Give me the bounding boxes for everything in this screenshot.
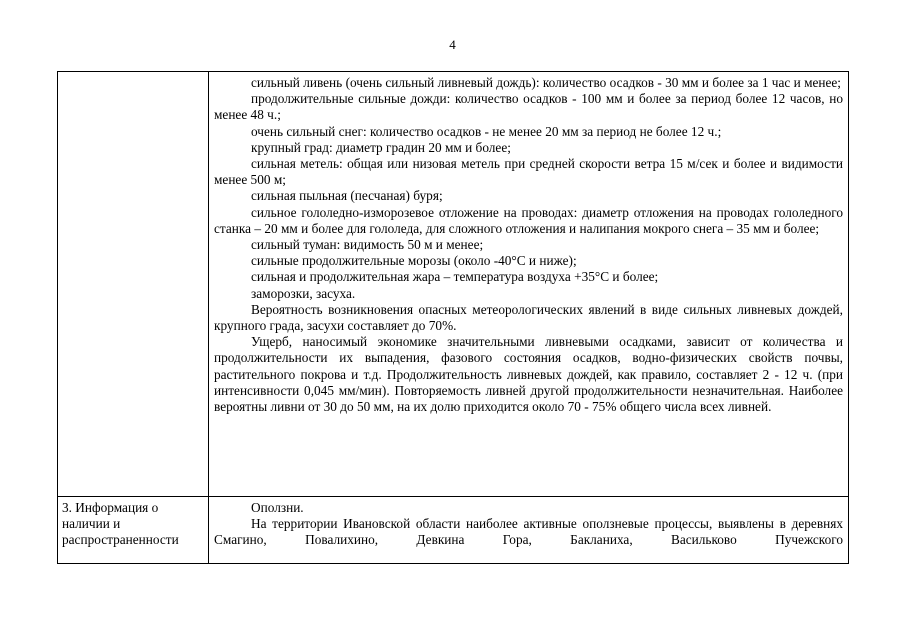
paragraph: сильные продолжительные морозы (около -40°С и ниже); [251,253,577,269]
paragraph: продолжительные сильные дожди: количество осадков - 100 мм и более за период более 12 часов, но менее 48 ч.; [214,91,843,123]
paragraph: сильная и продолжительная жара – температура воздуха +35°С и более; [251,269,659,285]
row-content-cell [209,497,849,564]
paragraph: сильная метель: общая или низовая метель при средней скорости ветра 15 м/сек и более и видимости менее 500 м; [214,156,843,188]
row-content-cell [209,72,849,497]
row-label-cell [58,72,209,497]
row-label: 3. Информация о наличии и распространенности [62,500,179,548]
paragraph: сильный ливень (очень сильный ливневый дождь): количество осадков - 30 мм и более за 1 час и менее; [251,75,841,90]
paragraph: крупный град: диаметр градин 20 мм и более; [251,139,511,155]
table-row [58,72,849,497]
table-row [58,497,849,564]
paragraph: Ущерб, наносимый экономике значительными ливневыми осадками, зависит от количества и продолжительности их выпадения, фазового состояния осадков, водно-физических свойств почвы, растительного покрова и т.д. Продолжительность ливневых дождей, как правило, составляет 2 - 12 ч. (при интенсивности 0,045 мм/мин). Повторяемость ливней другой продолжительности незначительная. Наиболее вероятны ливни от 30 до 50 мм, на их долю приходится около 70 - 75% общего числа всех ливней. [214,334,843,415]
paragraph: сильная пыльная (песчаная) буря; [251,188,443,204]
paragraph: На территории Ивановской области наиболее активные оползневые процессы, выявлены в деревнях Смагино, Повалихино, Девкина Гора, Бакланиха, Васильково Пучежского [214,516,843,548]
paragraph: очень сильный снег: количество осадков - не менее 20 мм за период не более 12 ч.; [251,123,722,139]
page-number: 4 [449,37,456,52]
paragraph: Вероятность возникновения опасных метеорологических явлений в виде сильных ливневых дождей, крупного града, засухи составляет до 70%. [214,301,843,334]
paragraph: Оползни. [251,500,304,515]
row-label-cell [58,497,209,564]
paragraph: заморозки, засуха. [251,285,356,301]
document-table [57,71,849,564]
paragraph: сильный туман: видимость 50 м и менее; [251,237,484,253]
paragraph: сильное гололедно-изморозевое отложение на проводах: диаметр отложения на проводах гололедного станка – 20 мм и более для гололеда, для сложного отложения и налипания мокрого снега – 35 мм и более; [214,204,843,236]
